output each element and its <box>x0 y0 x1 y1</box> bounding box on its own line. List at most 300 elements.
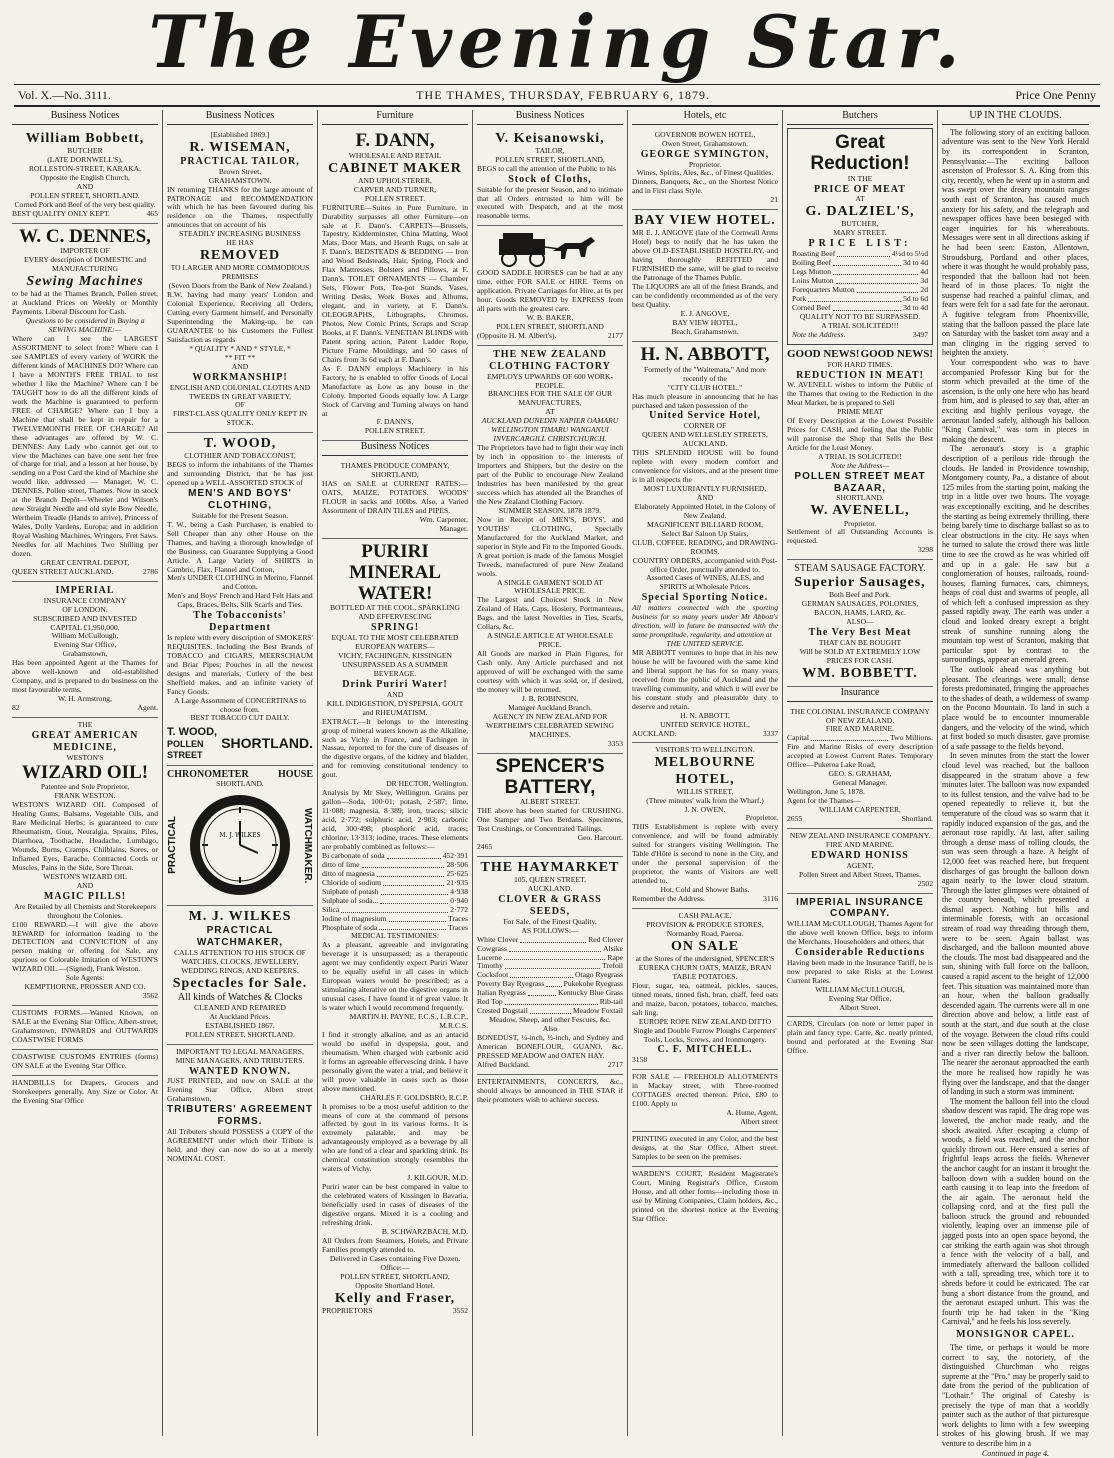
ad-name: EDWARD HONISS <box>811 849 909 861</box>
ad-headline: STEAM SAUSAGE FACTORY. <box>794 563 926 575</box>
ad-address: Shortland. <box>901 814 933 823</box>
row-value: 4½d to 5½d <box>891 249 928 259</box>
ad-body: BEGS to call the attention of the Public to his <box>477 163 616 173</box>
ad-body: EVERY description of DOMESTIC and MANUFACTURING <box>23 255 147 274</box>
ad-body: Hot, Cold and Shower Baths. <box>660 885 750 895</box>
ad-body: THE above has been started for CRUSHING. One Stamper and Two Berdans. Specimens, Test Crushings, or Concentrated Tailings. <box>477 806 623 834</box>
ad-sub: Proprietor. <box>745 813 778 823</box>
row-value: 25·625 <box>446 868 468 878</box>
ad-body: All matters connected with the sporting business for so many years under Mr Abbott's direction, will in future be transacted with the same promptitude, regularity, and attention at <box>632 603 778 640</box>
ad-body: Select Bar Saloon Up Stairs, <box>661 528 749 538</box>
ad-question: Questions to be considered in Buying a SEWING MACHINE:— <box>25 316 145 335</box>
ad-trade: CLOTHIER AND TOBACCONIST, <box>184 451 296 461</box>
ad-number: 2465 <box>477 842 493 852</box>
ad-body: Meadow, Sheep, and other Fescues, &c. <box>489 1015 611 1025</box>
row-label: Legs Mutton <box>792 266 832 276</box>
ad-sub: AT <box>545 407 555 417</box>
row-label: Italian Ryegrass <box>477 988 526 998</box>
ad-headline: Drink Puriri Water! <box>342 678 448 690</box>
ad-thames-produce <box>322 459 468 539</box>
ad-address: QUEEN STREET AUCKLAND. <box>12 566 114 576</box>
ad-body: All kinds of Watches & Clocks <box>177 992 303 1003</box>
ad-body: Formerly of the "Waitemata," And more recently of the <box>644 364 766 383</box>
ad-sub: AND <box>386 689 404 699</box>
row-value: Red Clover <box>588 934 623 944</box>
article-subheadline: MONSIGNOR CAPEL. <box>956 1329 1075 1341</box>
ad-headline: SPENCER'S <box>495 755 605 777</box>
row-label: Boiling Beef <box>792 258 832 268</box>
ad-address: POLLEN STREET, SHORTLAND, <box>340 1271 450 1281</box>
ad-body: SUBSCRIBED AND INVESTED <box>33 613 137 623</box>
ad-body: A TRIAL SOLICITED!!! <box>821 320 899 330</box>
ad-body: PRICES FOR CASH. <box>826 655 894 665</box>
column-heading: Business Notices <box>477 110 623 125</box>
ad-number: 3552 <box>452 1305 468 1315</box>
ad-headline: GOVERNOR BOWEN HOTEL, <box>654 129 756 139</box>
ad-sub: Proprietor. <box>843 518 877 528</box>
ad-body: Now in Receipt of MEN'S, BOYS', and YOUTHS' CLOTHING, Specially Manufactured for the Auckland Market, and superior in Style and Fit to the Imported Goods. A great portion is made of the famous Mosgiel Tweeds, manufactured of pure New Zealand wools. <box>477 514 623 578</box>
ad-signature: F. DANN'S, <box>376 417 414 427</box>
ad-name: GEORGE SYMINGTON, <box>640 148 770 160</box>
row-value: Kentucky Blue Grass <box>558 988 623 998</box>
ad-number: 2502 <box>917 878 933 888</box>
column-heading: Business Notices <box>167 110 313 125</box>
row-value: Rape <box>607 952 623 962</box>
ad-signature: WILLIAM McCULLOUGH, <box>815 984 905 994</box>
ad-baker <box>477 226 623 346</box>
row-label: Bi carbonate of soda <box>322 850 385 860</box>
ad-address: AUCKLAND. <box>682 439 728 449</box>
ad-body: FURNITURE—Suites in Pure Furniture, in Durability surpasses all other Furniture—on sale at F. Dann's. CARPETS—Brussels, Tapestry, Kidderminster, China Matting, Wool Mats, Door Mats, and Hearth Rugs, on sale at F. Dann's. BEDSTEADS & BEDDING — Iron and Wood Bedsteads, Hair, Spring, Flock and Flax Mattresses, Bolsters and Pillows, at F. Dann's. TOILET ORNAMENTS — Chamber Sets, Flower Pots, Tea-pot Stands, Vases, Writing Desks, Work Boxes and Albums, elegant, and in variety, at F. Dann's. OLEOGRAPHS, Lithographs, Chromos, Photos, New Comic Prints, Scraps and Scrap Books, at F. Dann's. VENETIAN BLINDS with Patent spring action, Patent Ladder Rope, Picture Frame Mouldings, and 50 cases of Chairs from 3s 6d each at F. Dann's. <box>322 202 468 364</box>
ad-body: STEADILY INCREASING BUSINESS <box>179 229 301 239</box>
ad-body: JUST PRINTED, and now on SALE at the Evening Star Office, Albert street Grahamstown, <box>167 1076 313 1104</box>
ad-headline: CLOVER & GRASS SEEDS, <box>498 894 602 917</box>
row-label: Cowgrass <box>477 943 507 953</box>
ad-body: THAT CAN BE BOUGHT <box>818 637 902 647</box>
ad-headline: Great Reduction! <box>810 131 910 174</box>
row-value: Traces <box>448 922 468 932</box>
ad-body: BEST TOBACCO CUT DAILY. <box>190 713 290 723</box>
ad-headline: The Very Best Meat <box>808 627 912 639</box>
ad-body: at the Stores of the undersigned, SPENCER'S EUREKA CHURN OATS, MAIZE, BRAN TABLE POTATOES. <box>635 953 775 981</box>
ad-headline: REDUCTION IN MEAT! <box>796 369 924 381</box>
ad-address: Grahamstown, <box>62 649 108 659</box>
ad-number: 2177 <box>607 331 623 341</box>
ad-body: Single and Double Furrow Ploughs Carpenters' Tools, Locks, Screws, and Ironmongery. <box>633 1025 777 1044</box>
ad-sub: SUMMER SEASON, 1878 1879. <box>498 505 602 515</box>
ad-headline: IMPERIAL <box>55 584 115 596</box>
row-value: 21·935 <box>446 877 468 887</box>
ad-body: Wines, Spirits, Ales, &c., of Finest Qualities. <box>636 168 774 178</box>
row-label: Cocksfoot <box>477 970 509 980</box>
ad-avenell <box>787 345 933 561</box>
ad-headline: WESTON'S WIZARD OIL <box>43 871 127 881</box>
ad-name: W. AVENELL, <box>810 503 910 519</box>
ad-trade: BUTCHER <box>67 145 103 155</box>
ad-spencers-battery <box>477 754 623 858</box>
row-label: Roasting Beef <box>792 249 836 259</box>
ad-address: AND <box>76 181 94 191</box>
ad-headline: PROVISION & PRODUCE STORES, <box>646 919 764 929</box>
row-label: Lucerne <box>477 952 502 962</box>
row-value: 3d to 4d <box>903 302 928 312</box>
ad-body: THE UNITED SERVICE. <box>666 638 744 648</box>
masthead-title: The Evening Star. <box>148 0 966 84</box>
ad-body: AUCKLAND DUNEDIN NAPIER OAMARU WELLINGTON TIMARU WANGANUI INVERCARGILL CHRISTCHURCH. <box>481 416 619 444</box>
ad-number: 2655 <box>787 814 803 823</box>
ad-body: BEGS to inform the inhabitants of the Thames and surrounding District, that he has just opened up a WELL-ASSORTED STOCK of <box>167 460 313 488</box>
column-7 <box>938 110 1093 1458</box>
ad-haymarket <box>477 857 623 1075</box>
ad-headline: MOST LUXURIANTLY FURNISHED, <box>643 483 767 493</box>
row-value: 2·772 <box>450 904 468 914</box>
ad-quality: BEST QUALITY ONLY KEPT. <box>12 208 110 218</box>
row-value: Meadow Foxtail <box>573 1006 623 1016</box>
column-heading: Butchers <box>787 110 933 125</box>
ad-sub: IN THE <box>847 173 873 183</box>
dateline <box>14 84 1100 107</box>
ad-entertainments: ENTERTAINMENTS, CONCERTS, &c., should always be announced in THE STAR if their promoters wish to achieve success. <box>477 1076 623 1104</box>
ad-address: Opposite Shortland Hotel. <box>355 1280 435 1290</box>
ad-trade: PRACTICAL TAILOR, <box>180 155 300 167</box>
banner-text: WATCHMAKER. <box>302 807 313 884</box>
ad-address: POLLEN STREET, SHORTLAND <box>496 322 604 332</box>
ad-body: Analysis by Mr Skey, Wellington. Grains per gallon—Soda, 100·01; potash, 2·587; lime, 11·088; magnesia, 8·389; iron, traces; silicic acid, 2·772; sulphuric acid, 2·903; carbonic acid, 300·498; phosphoric acid, traces; chlorine, 13·313; iodine, traces. These elements are probably combined as follows:— <box>322 788 468 851</box>
coach-illustration <box>477 229 623 269</box>
ad-number: 3353 <box>607 738 623 748</box>
ad-body: Delivered in Cases containing Five Dozen. <box>329 1253 461 1263</box>
row-label: Corned Beef <box>792 302 831 312</box>
ad-body: Elaborately Appointed Hotel, in the Colony of New Zealand. <box>634 501 776 520</box>
ad-body: HAS on SALE at CURRENT RATES:— OATS, MAIZE, POTATOES. WOODS' FLOUR in sacks and 100lbs. Also, a Varied Assortment of DRAIN TILES and PIPES. <box>322 479 468 515</box>
article-paragraph: The moment the balloon fell into the cloud shadow descent was rapid. The drag rope was lowered, the anchor made ready, and the shock awaited. After escaping a clump of woods, a field was reached, and the anchor quickly thrown out. Here ensued a series of frightful leaps across the fields. Whenever the anchor caught for an instant it brought the balloon down with a sudden bound on the earth causing it to leap into the freedom of the air again. The aeronaut held the collapsing cord, and at the first pull the balloon struck the ground and rebounded violently, leaping over an immense pile of jagged posts into an open space beyond, the car striking the earth again was shot through a fence with the velocity of a ball, and immediately afterward the balloon collided with a tall, spreading tree, which tore it to shreds before it could be extricated. The car hung a short distance from the ground, and the aeronaut escaped unhurt. This was the fourth trip he had taken in the "King Carnival," and he feels his loss severely. <box>942 1096 1089 1327</box>
ad-headline: Considerable Reductions <box>795 946 925 958</box>
ad-body: R.W. having had many years' London and Colonial Experience, Receiving all Orders, Cutting every Garment himself, and Personally Superintending the Making-up, he can GUARANTEE to his Customers the Fullest Satisfaction as regards <box>167 290 313 344</box>
ad-body: WATCHES, CLOCKS, JEWELLERY, WEDDING RINGS, AND KEEPERS. <box>181 957 299 975</box>
ad-wiseman <box>167 128 313 434</box>
ad-signature: CHARLES F. GOLDSBRO, R.C.P. <box>360 1092 468 1102</box>
ad-body: BRANCHES FOR THE SALE OF OUR MANUFACTURES, <box>487 389 613 408</box>
ad-headline: Special Sporting Notice. <box>641 592 769 604</box>
ad-address: GREAT CENTRAL DEPOT, <box>40 557 130 567</box>
ad-trade: CARVER AND TURNER, <box>353 184 437 194</box>
ad-sub: AT <box>855 194 865 204</box>
ad-tributers <box>167 1045 313 1168</box>
banner-text: PRACTICAL <box>167 816 178 875</box>
ad-bobbett <box>12 128 158 224</box>
ad-body: UNSURPASSED AS A SUMMER BEVERAGE. <box>342 660 448 678</box>
column-3 <box>318 110 473 1436</box>
ad-body: (Seven Doors from the Bank of New Zealand.) <box>168 281 312 291</box>
column-6 <box>783 110 938 1436</box>
ad-cash-palace <box>632 909 778 1070</box>
article-headline: UP IN THE CLOUDS. <box>942 110 1089 125</box>
ad-signature: BAY VIEW HOTEL, <box>672 317 738 327</box>
clock-face-icon <box>188 793 292 897</box>
analysis-table <box>322 852 468 933</box>
ad-body: AGENCY IN NEW ZEALAND FOR WERTHEIM'S CELEBRATED SEWING MACHINES. <box>486 711 614 739</box>
column-2 <box>163 110 318 1436</box>
ad-headline: WATER! <box>357 582 433 604</box>
date-place: THE THAMES, THURSDAY, FEBRUARY 6, 1879. <box>416 87 711 102</box>
ad-body: MR ABBOTT ventures to hope that in his new house he will be favoured with the same kind and liberal support he has for so many years received from the public of Auckland and the travelling community, and which it will ever be his constant study and pleasurable duty to deserve and retain. <box>632 647 778 711</box>
ad-headline: A SINGLE GARMENT SOLD AT WHOLESALE PRICE. <box>497 577 603 596</box>
ad-signature: Manager. <box>439 523 468 533</box>
ad-name: G. DALZIEL'S, <box>805 204 915 220</box>
ad-headline: SPRING! <box>370 622 420 634</box>
ad-handbills: HANDBILLS for Drapers, Grocers and Storekeepers generally. Any Size or Color. At the Evening Star Office <box>12 1077 158 1105</box>
article-body <box>942 128 1089 1458</box>
ad-signature: Alfred Buckland. <box>477 1059 530 1069</box>
ad-sub: FOR HARD TIMES. <box>827 359 893 369</box>
ad-chronometer <box>167 766 313 907</box>
ad-headline: WIZARD OIL! <box>21 761 149 783</box>
ad-body: EQUAL TO THE MOST CELEBRATED EUROPEAN WATERS— <box>331 633 459 652</box>
ad-body: VICHY, FACHINGEN, KISSINGEN <box>337 651 453 661</box>
ad-number: 3337 <box>762 728 778 738</box>
ad-headline: INSURANCE COMPANY <box>43 595 127 605</box>
ad-signature: Manager Auckland Branch. <box>508 702 592 712</box>
row-value: Alsike <box>603 943 623 953</box>
ad-signature: WM. BOBBETT. <box>802 665 918 681</box>
ad-body: WILLIAM McCULLOUGH, Thames Agent for the above well known Office, begs to inform the Merchants, Householders and others, that <box>787 919 934 947</box>
ad-name: William McCullough, <box>51 631 119 641</box>
ad-sub: IMPORTER OF <box>60 246 110 256</box>
ad-body: The LIQUORS are all of the finest Brands, and can be confidently recommended as of the very best Quality. <box>632 282 778 309</box>
ad-headline: Stock of Cloths, <box>508 173 592 185</box>
ad-body: CALLS ATTENTION TO HIS STOCK OF <box>174 948 306 958</box>
row-label: ditto of lime <box>322 859 360 869</box>
ad-address: MARY STREET. <box>833 228 887 238</box>
row-label: Forequarters Mutton <box>792 284 855 294</box>
ad-body: * QUALITY * AND * STYLE, * <box>189 343 291 353</box>
ad-body: CLEANED AND REPAIRED <box>194 1002 286 1012</box>
row-label: Sulphate of soda... <box>322 895 379 905</box>
ad-body: KILL INDIGESTION, DYSPEPSIA, GOUT and RHEUMATISM. <box>326 698 464 717</box>
ad-headline: PRIME MEAT <box>837 407 883 417</box>
row-value: Pukekohe Ryegrass <box>563 979 623 989</box>
ad-signature: AUCKLAND. <box>632 728 677 738</box>
ad-address: POLLEN STREET. <box>364 193 426 203</box>
ad-signature: WILLIAM CARPENTER, <box>819 805 901 815</box>
ad-body: Agent for the Thames— <box>787 796 861 806</box>
ad-colonial-insurance <box>787 705 933 829</box>
ad-address: (Opposite H. M. Albert's). <box>477 331 557 341</box>
ad-abbott <box>632 342 778 744</box>
ad-headline: IMPORTANT TO LEGAL MANAGERS, MINE MANAGERS, AND TRIBUTERS. <box>175 1046 305 1065</box>
volume-number: Vol. X.—No. 3111. <box>18 87 111 102</box>
ad-number: 3497 <box>912 329 928 339</box>
ad-keisanowski <box>477 128 623 227</box>
ad-body: Dinners, Banquets, &c., on the Shortest Notice and in First class Style. <box>632 177 778 196</box>
ad-number: 3298 <box>917 545 933 555</box>
ad-body: Suitable for the present Season, and to intimate that all Orders entrusted to him will be executed with Despatch, and at the most reasonable terms. <box>477 184 623 221</box>
ad-trade: CABINET MAKER <box>328 160 462 176</box>
wood-banner-left <box>167 726 221 760</box>
row-label: Loins Mutton <box>792 275 834 285</box>
columns <box>8 110 1106 1458</box>
ad-signature: E. J. ANGOVE, <box>680 308 730 318</box>
ad-headline: REMOVED <box>199 248 281 264</box>
ad-body: W. AVENELL wishes to inform the Public of the Thames that owing to the Reduction in the Meat Market, he is prepared to Sell <box>787 380 933 408</box>
column-heading: Business Notices <box>12 110 158 125</box>
article-paragraph: The time, or perhaps it would be more correct to say, the notoriety, of the distinguished Churchman who reigns supreme at the "Pro." may be properly said to date from the period of the publication of "Lothair." The original of Catesby is precisely the type of man that a worldly painter such as the author of that picturesque work delights to limn with a few sweeping strokes of his glowing brush. If we may venture to describe him in a <box>942 1343 1089 1448</box>
ad-address: Brown Street, <box>218 166 262 176</box>
ad-body: Capital <box>787 733 809 743</box>
ad-headline: COMPANY. <box>829 908 891 920</box>
ad-address: WILLIS STREET, <box>676 786 734 796</box>
ad-body: (Three minutes' walk from the Wharf.) <box>646 795 764 805</box>
ad-sub: WHOLESALE AND RETAIL <box>348 150 442 160</box>
row-value: 5d to 6d <box>903 293 928 303</box>
ad-body: Has much pleasure in announcing that he has purchased and taken possession of the <box>632 391 778 410</box>
ad-address: AUCKLAND. <box>527 884 573 894</box>
ad-address: QUEEN AND WELLESLEY STREETS, <box>642 430 768 440</box>
ad-body: Has been appointed Agent at the Thames for above well-known and old-established Company, and is prepared to do business on the most favourable terms. <box>12 658 158 695</box>
ad-imperial-insurance <box>787 894 933 1018</box>
ad-signature: W. B. BAKER, <box>526 313 574 323</box>
ad-sub: AGENT, <box>846 860 874 870</box>
ad-body: The Largest and Choicest Stock in New Zealand of Hats, Caps, Hosiery, Portmanteaus, Bags, and the latest Novelties in Ties, Scarfs, Collars, &c. <box>477 595 623 632</box>
ad-address: Normanby Road, Paeroa. <box>666 928 744 938</box>
ad-trade: BUTCHER, <box>841 219 879 229</box>
ad-body: Note the Address. <box>792 329 846 339</box>
row-label: Chloride of sodium <box>322 877 382 887</box>
ad-headline: THE <box>77 720 93 730</box>
ad-address: 105, QUEEN STREET, <box>514 875 586 885</box>
ad-body: Men's UNDER CLOTHING in Merino, Flannel and Cotton. <box>167 573 313 592</box>
ad-melbourne-hotel <box>632 743 778 909</box>
ad-number: 3158 <box>632 1055 648 1065</box>
ad-trade: PRACTICAL WATCHMAKER, <box>196 925 284 949</box>
ad-signature: KEMPTHORNE, PROSSER AND CO. <box>24 982 146 992</box>
ad-body: THIS SPLENDID HOUSE will be found replete with every modern comfort and convenience for visitors, and at the present time is in all respects the <box>632 448 778 484</box>
ad-address: Owen Street, Grahamstown. <box>661 138 749 148</box>
price: Price One Penny <box>1015 87 1096 102</box>
ad-body: Flour, sugar, tea, oatmeal, pickles, sauces, tinned meats, tinned fish, bran, chaff, feed oats and maize, bacon, potatoes, tobacco, matches, salt ling. <box>632 980 778 1017</box>
ad-signature: A. Hume, Agent, <box>726 1108 778 1118</box>
ad-body: BOTTLED AT THE COOL, SPARKLING AND EFFERVESCING <box>329 603 460 622</box>
ad-for-sale <box>632 1070 778 1132</box>
ad-body: Fire and Marine Risks of every description accepted at Lowest Current Rates. Temporary Office—Pukeroa Lake Road, <box>787 742 933 770</box>
ad-headline: Spectacles for Sale. <box>172 975 308 991</box>
ad-body: Wellington, June 5, 1878. <box>787 787 865 797</box>
ad-signature: W. H. Armstrong, <box>58 694 112 704</box>
section-heading: Insurance <box>787 687 933 702</box>
ad-headline: TRIBUTERS' AGREEMENT FORMS. <box>167 1104 313 1127</box>
ad-sub: OF <box>235 400 245 410</box>
row-value: Rib-tail <box>599 997 623 1007</box>
ad-headline: BAY VIEW HOTEL. <box>634 213 776 229</box>
ad-address: Opposite the English Church, <box>40 172 130 182</box>
ad-headline: MAGNIFICENT BILLIARD ROOM, <box>646 519 764 529</box>
ad-body: Two Millions. <box>890 733 933 743</box>
horse-carriage-icon <box>495 229 605 269</box>
row-label: Iodine of magnesium <box>322 913 387 923</box>
ad-sub: AND <box>696 492 714 502</box>
article-paragraph: The outlook ahead was anything but pleasant. The clearings were small; dense forests predominated, fringing the approaches to the shades of death, a wilderness of swamp on the Pocono Mountain. To land in such a place would be to encounter innumerable dangers, and the velocity of the wind, which at first boded so much disaster, gave promise of a safe passage to the fields beyond. <box>942 665 1089 751</box>
ad-address: GRAHAMSTOWN. <box>208 175 272 185</box>
ad-headline: HOUSE <box>277 768 313 780</box>
ad-sub: ALSO— <box>846 617 874 627</box>
ad-printing: PRINTING executed in any Color, and the best designs, at the Star Office, Albert street. Samples to be seen on the premises. <box>632 1132 778 1167</box>
ad-number: 3562 <box>142 991 158 1001</box>
clock-illustration <box>167 793 313 897</box>
ad-body: £100 REWARD.—I will give the above REWARD for information leading to the DETECTION and CONVICTION of any person making or offering for Sale, any spurious or Colorable Imitation of WESTON'S WIZARD OIL.—(Signed), Frank Weston. <box>12 919 158 974</box>
ad-body: All Goods are marked in Plain Figures, for Cash only. Any Article purchased and not approved of will be exchanged with the same courtesy with which it was sold, or, if desired, the money will be returned. <box>477 649 623 694</box>
ad-body: EMPLOYS UPWARDS OF 600 WORK-PEOPLE. <box>486 371 613 390</box>
ad-nz-insurance <box>787 829 933 894</box>
ad-body: Settlement of all Outstanding Accounts is requested. <box>787 527 933 546</box>
ad-note: (LATE DORNWELL'S), <box>47 154 123 164</box>
ad-body: All Orders from Steamers, Hotels, and Private Families promptly attended to. <box>322 1235 468 1254</box>
ad-signature: Agent. <box>137 703 158 713</box>
ad-headline: THE COLONIAL INSURANCE COMPANY OF NEW ZEALAND. <box>790 706 930 725</box>
ad-body: EUROPE ROPE NEW ZEALAND DITTO <box>638 1016 772 1026</box>
ad-address: POLLEN STREET, SHORTLAND. <box>30 190 140 200</box>
ad-headline: ON SALE <box>670 938 740 954</box>
ad-body: Are Retailed by all Chemists and Storekeepers throughout the Colonies. <box>14 901 156 920</box>
row-label: Poverty Bay Ryegrass <box>477 979 545 989</box>
ad-sub: AND <box>76 880 94 890</box>
ad-sub: FIRE AND MARINE. <box>825 724 895 734</box>
ad-dennes <box>12 224 158 582</box>
ad-body: COUNTRY ORDERS, accompanied with Post-office Order, punctually attended to. <box>632 555 778 574</box>
ad-body: WESTON'S WIZARD OIL Composed of Healing Gums, Balsams, Vegetable Oils, and Rare Medicinal Herbs; is guaranteed to cure Rheumatism, Gout, Neuralgia, Sprains, Piles, Diarrhoea, Toothache, Headache, Lumbago, Wounds, Burns, Cramps, Chilblains, Sores, or Inflamed Eyes, Earache, Contracted Cords or Muscles, Pains in the Side, Sore Throat. <box>12 800 158 873</box>
ad-body: The Proprietors have had to fight their way inch by inch in opposition to the interests of Importers and Shippers, but the desire on the part of the Public to encourage New Zealand Industries has been manifested by the great success which has attended all the Branches of the New Zealand Clothing Factory. <box>477 443 623 506</box>
ad-name: H. N. ABBOTT, <box>640 343 770 365</box>
ad-cards: CARDS, Circulars (on note or letter paper in plain and fancy type. Carte, &c. neatly printed, bound and perforated at the Evening Star Office. <box>787 1019 933 1056</box>
column-heading: Hotels, etc <box>632 110 778 125</box>
ad-wilkes <box>167 906 313 1044</box>
ad-headline: CASH PALACE. <box>678 910 732 920</box>
ad-body: ENGLISH AND COLONIAL CLOTHS AND TWEEDS IN GREAT VARIETY, <box>169 382 311 401</box>
ad-body: BONEDUST, ¼-inch, ½-inch, and Sydney and American BONEFLOUR, GUANO, &c. PRESSED MEADOW and OATEN HAY. <box>477 1033 623 1060</box>
ad-body: TO LARGER AND MORE COMMODIOUS PREMISES <box>170 263 310 282</box>
ad-address: POLLEN STREET, SHORTLAND. <box>185 1029 295 1039</box>
ad-address: Pollen Street and Albert Street, Thames. <box>799 869 921 879</box>
ad-body: FIRST-CLASS QUALITY ONLY KEPT IN STOCK. <box>172 409 308 428</box>
row-label: Red Top <box>477 997 503 1007</box>
row-label: ditto of magnesia <box>322 868 375 878</box>
ad-signature: UNITED SERVICE HOTEL, <box>660 719 750 729</box>
ad-body: Assorted Cases of WINES, ALES, and SPIRITS at Wholesale Prices. <box>646 573 764 592</box>
masthead <box>0 0 1114 84</box>
ad-address: Evening Star Office, <box>53 640 117 650</box>
row-value: 3d to 4d <box>903 258 928 268</box>
ad-headline: OF LONDON. <box>62 604 108 614</box>
row-label: White Clover <box>477 934 519 944</box>
row-label: Phosphate of soda <box>322 922 378 932</box>
column-heading: Furniture <box>322 110 468 125</box>
ad-signature: J. B. ROBINSON, <box>521 693 579 703</box>
ad-body: Note the Address— <box>830 460 890 470</box>
ad-sub: Also <box>542 1024 558 1034</box>
ad-number: 82 <box>12 703 20 713</box>
ad-signature: H. N. ABBOTT, <box>680 710 730 720</box>
ad-headline: WANTED KNOWN. <box>189 1065 291 1077</box>
row-value: 28·506 <box>446 859 468 869</box>
ad-headline: WORKMANSHIP! <box>192 371 288 383</box>
ad-body: Puriri water can be best compared in value to the celebrated waters of Kissingen in Bavaria, beneficially used in cases of diseases of the digestive organs. Mixed it is a cooling and refreshing drink. <box>322 1182 468 1227</box>
banner-text: T. WOOD, <box>167 726 218 739</box>
row-value: Otago Ryegrass <box>575 970 623 980</box>
ad-headline: POLLEN STREET MEAT BAZAAR, <box>794 470 926 494</box>
ad-headline: The Tobacconists' Department <box>193 610 287 634</box>
ad-dalziel <box>787 128 933 345</box>
ad-headline: GOOD NEWS! <box>787 347 860 360</box>
row-label: Timothy <box>477 961 503 971</box>
